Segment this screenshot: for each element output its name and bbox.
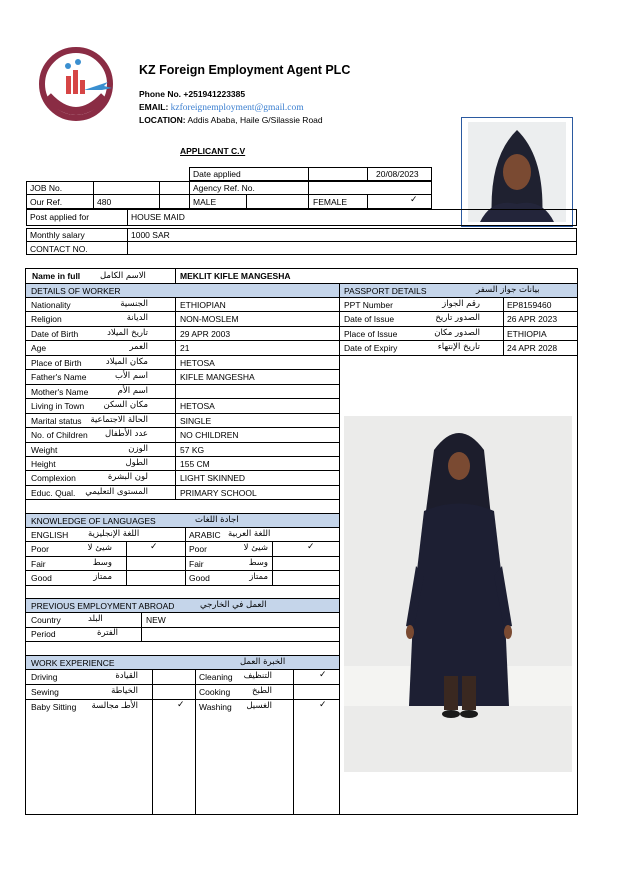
english-level-label: Poor bbox=[31, 544, 49, 554]
work-skill-label-ar: الطبخ bbox=[252, 686, 272, 696]
company-name: KZ Foreign Employment Agent PLC bbox=[139, 63, 351, 77]
english-level-label-ar: شيئ لا bbox=[87, 543, 112, 553]
detail-label-ar: مكان الميلاد bbox=[105, 356, 148, 367]
english-level-label: Good bbox=[31, 573, 52, 584]
phone-label: Phone No. bbox=[139, 89, 182, 99]
work-skill-label-ar: الخياطة bbox=[111, 686, 138, 696]
passport-row-divider bbox=[339, 326, 578, 327]
passport-value: 24 APR 2028 bbox=[507, 343, 558, 354]
female-label: FEMALE bbox=[313, 197, 348, 207]
post-value: HOUSE MAID bbox=[131, 212, 185, 222]
location-line bbox=[139, 116, 323, 125]
detail-value: HETOSA bbox=[180, 401, 215, 412]
passport-label-ar: تاريخ الإنتهاء bbox=[437, 342, 480, 353]
passport-label-ar: الصدور تاريخ bbox=[435, 313, 480, 324]
detail-label-ar: اسم الأب bbox=[114, 371, 148, 382]
passport-row-divider bbox=[339, 340, 578, 341]
passport-label: Place of Issue bbox=[344, 328, 398, 339]
detail-label-ar: عدد الأطفال bbox=[104, 429, 148, 440]
detail-row-divider bbox=[25, 311, 340, 312]
work-skill-label: Washing bbox=[199, 702, 232, 712]
detail-label-ar: العمر bbox=[129, 342, 148, 353]
post-label: Post applied for bbox=[30, 212, 90, 222]
email-label: EMAIL: bbox=[139, 102, 169, 112]
detail-label: Living in Town bbox=[31, 401, 85, 412]
detail-label-ar: تاريخ الميلاد bbox=[107, 327, 148, 338]
detail-row-divider bbox=[25, 427, 340, 428]
detail-label: Religion bbox=[31, 314, 62, 325]
period-label-ar: الفترة bbox=[97, 628, 118, 638]
detail-label-ar: مكان السكن bbox=[103, 400, 148, 411]
work-skill-label: Sewing bbox=[31, 687, 59, 697]
passport-label: Date of Expiry bbox=[344, 343, 398, 354]
passport-row-divider bbox=[339, 355, 578, 356]
detail-label-ar: الحالة الاجتماعية bbox=[90, 414, 148, 425]
detail-value: 29 APR 2003 bbox=[180, 328, 231, 339]
work-skill-label: Baby Sitting bbox=[31, 702, 77, 712]
date-applied-value: 20/08/2023 bbox=[376, 169, 419, 179]
detail-row-divider bbox=[25, 456, 340, 457]
detail-label: Date of Birth bbox=[31, 328, 79, 339]
name-label: Name in full bbox=[32, 271, 81, 281]
detail-label: Complexion bbox=[31, 473, 76, 484]
detail-value: NO CHILDREN bbox=[180, 430, 239, 441]
cv-title: APPLICANT C.V bbox=[180, 146, 246, 156]
detail-label-ar: الوزن bbox=[128, 443, 148, 454]
male-label: MALE bbox=[193, 197, 217, 207]
detail-row-divider bbox=[25, 470, 340, 471]
arabic-level-label: Poor bbox=[189, 544, 207, 554]
salary-value: 1000 SAR bbox=[131, 230, 170, 240]
detail-row-divider bbox=[25, 499, 340, 500]
detail-label-ar: الطول bbox=[125, 457, 148, 468]
work-skill-label-ar: القيادة bbox=[115, 671, 138, 681]
work-skill-label-ar: الأطـ مجالسة bbox=[91, 701, 138, 711]
passport-header: PASSPORT DETAILS bbox=[344, 286, 427, 296]
work-skill-label: Cooking bbox=[199, 687, 231, 697]
passport-label: Date of Issue bbox=[344, 314, 395, 325]
detail-row-divider bbox=[25, 326, 340, 327]
arabic-level-label-ar: شيئ لا bbox=[243, 543, 268, 553]
passport-label: PPT Number bbox=[344, 300, 393, 310]
previous-header-ar: العمل في الخارجي bbox=[200, 600, 267, 610]
english-label-ar: اللغة الإنجليزية bbox=[88, 529, 140, 539]
detail-value: PRIMARY SCHOOL bbox=[180, 487, 257, 498]
location-label: LOCATION: bbox=[139, 115, 186, 125]
work-skill-label-ar: التنظيف bbox=[243, 671, 272, 681]
arabic-level-check-icon: ✓ bbox=[307, 542, 315, 552]
full-body-photo-frame bbox=[344, 416, 572, 772]
detail-value: LIGHT SKINNED bbox=[180, 473, 246, 484]
english-label: ENGLISH bbox=[31, 530, 69, 540]
detail-row-divider bbox=[25, 340, 340, 341]
our-ref-value: 480 bbox=[97, 197, 112, 207]
english-level-label-ar: ممتاز bbox=[93, 572, 112, 583]
phone-value: +251941223385 bbox=[183, 89, 246, 99]
female-check-icon: ✓ bbox=[410, 195, 418, 205]
work-skill-label: Driving bbox=[31, 672, 58, 682]
work-skill-check-icon: ✓ bbox=[177, 700, 185, 710]
detail-label: Mother's Name bbox=[31, 386, 89, 397]
period-label: Period bbox=[31, 629, 56, 639]
detail-value: 155 CM bbox=[180, 458, 210, 469]
detail-row-divider bbox=[25, 384, 340, 385]
country-label: Country bbox=[31, 615, 61, 625]
job-no-label: JOB No. bbox=[30, 183, 63, 193]
work-header-ar: الخبرة العمل bbox=[240, 657, 286, 667]
country-value: NEW bbox=[146, 615, 166, 625]
detail-label-ar: اسم الأم bbox=[117, 385, 148, 396]
arabic-level-label: Good bbox=[189, 573, 210, 584]
work-skill-label-ar: الغسيل bbox=[246, 701, 272, 711]
languages-header-ar: اجادة اللغات bbox=[195, 515, 239, 525]
detail-label: Educ. Qual. bbox=[31, 487, 76, 498]
passport-label-ar: رقم الجواز bbox=[442, 299, 480, 309]
detail-label-ar: المستوى التعليمي bbox=[85, 486, 148, 497]
detail-row-divider bbox=[25, 413, 340, 414]
detail-value: KIFLE MANGESHA bbox=[180, 372, 255, 383]
kz-agency-logo-icon bbox=[38, 46, 114, 122]
detail-value: NON-MOSLEM bbox=[180, 314, 239, 325]
detail-label: Weight bbox=[31, 444, 58, 455]
languages-header: KNOWLEDGE OF LANGUAGES bbox=[31, 516, 156, 526]
english-level-check-icon: ✓ bbox=[150, 542, 158, 552]
detail-label: Nationality bbox=[31, 300, 71, 310]
passport-header-ar: بيانات جواز السفر bbox=[476, 285, 540, 295]
email-link[interactable]: kzforeignemployment@gmail.com bbox=[170, 103, 304, 113]
details-header: DETAILS OF WORKER bbox=[31, 286, 121, 296]
arabic-level-label-ar: ممتاز bbox=[249, 572, 268, 583]
work-skill-check-icon: ✓ bbox=[319, 670, 327, 680]
name-label-ar: الاسم الكامل bbox=[100, 271, 146, 281]
agency-ref-label: Agency Ref. No. bbox=[193, 183, 255, 193]
phone-line bbox=[139, 90, 245, 99]
language-row-divider bbox=[25, 556, 340, 557]
english-level-label: Fair bbox=[31, 558, 46, 569]
detail-label: Place of Birth bbox=[31, 357, 82, 368]
arabic-level-label: Fair bbox=[189, 558, 204, 569]
detail-row-divider bbox=[25, 355, 340, 356]
detail-value: 57 KG bbox=[180, 444, 205, 455]
work-skill-label: Cleaning bbox=[199, 672, 233, 682]
contact-label: CONTACT NO. bbox=[30, 244, 88, 254]
agency-logo bbox=[38, 46, 114, 122]
email-line bbox=[139, 103, 304, 114]
previous-header: PREVIOUS EMPLOYMENT ABROAD bbox=[31, 601, 175, 611]
salary-label: Monthly salary bbox=[30, 230, 85, 240]
detail-label-ar: الجنسية bbox=[120, 299, 148, 309]
detail-value: SINGLE bbox=[180, 415, 212, 426]
arabic-label-ar: اللغة العربية bbox=[228, 529, 271, 539]
passport-value: EP8159460 bbox=[507, 300, 552, 310]
detail-value: ETHIOPIAN bbox=[180, 300, 226, 310]
detail-row-divider bbox=[25, 442, 340, 443]
detail-label-ar: لون البشرة bbox=[107, 472, 148, 483]
detail-value: HETOSA bbox=[180, 357, 215, 368]
location-value: Addis Ababa, Haile G/Silassie Road bbox=[187, 115, 323, 125]
our-ref-label: Our Ref. bbox=[30, 197, 63, 207]
detail-label: Father's Name bbox=[31, 372, 87, 383]
passport-value: ETHIOPIA bbox=[507, 328, 547, 339]
detail-label: Age bbox=[31, 343, 47, 354]
name-value: MEKLIT KIFLE MANGESHA bbox=[180, 271, 291, 281]
english-level-label-ar: وسط bbox=[92, 557, 112, 568]
detail-label-ar: الديانة bbox=[126, 313, 148, 324]
passport-value: 26 APR 2023 bbox=[507, 314, 558, 325]
detail-row-divider bbox=[25, 369, 340, 370]
detail-label: Marital status bbox=[31, 415, 82, 426]
arabic-level-label-ar: وسط bbox=[248, 557, 268, 568]
work-header: WORK EXPERIENCE bbox=[31, 658, 115, 668]
passport-row-divider bbox=[339, 311, 578, 312]
detail-row-divider bbox=[25, 398, 340, 399]
passport-label-ar: الصدور مكان bbox=[434, 327, 480, 338]
applicant-full-photo bbox=[344, 416, 572, 772]
date-applied-label: Date applied bbox=[193, 169, 241, 179]
detail-label: Height bbox=[31, 458, 56, 469]
post-row bbox=[26, 209, 577, 226]
arabic-label: ARABIC bbox=[189, 530, 221, 540]
detail-label: No. of Children bbox=[31, 430, 88, 441]
detail-value: 21 bbox=[180, 343, 190, 354]
work-skill-check-icon: ✓ bbox=[319, 700, 327, 710]
language-row-divider bbox=[25, 570, 340, 571]
detail-row-divider bbox=[25, 485, 340, 486]
country-label-ar: البلد bbox=[88, 614, 103, 624]
